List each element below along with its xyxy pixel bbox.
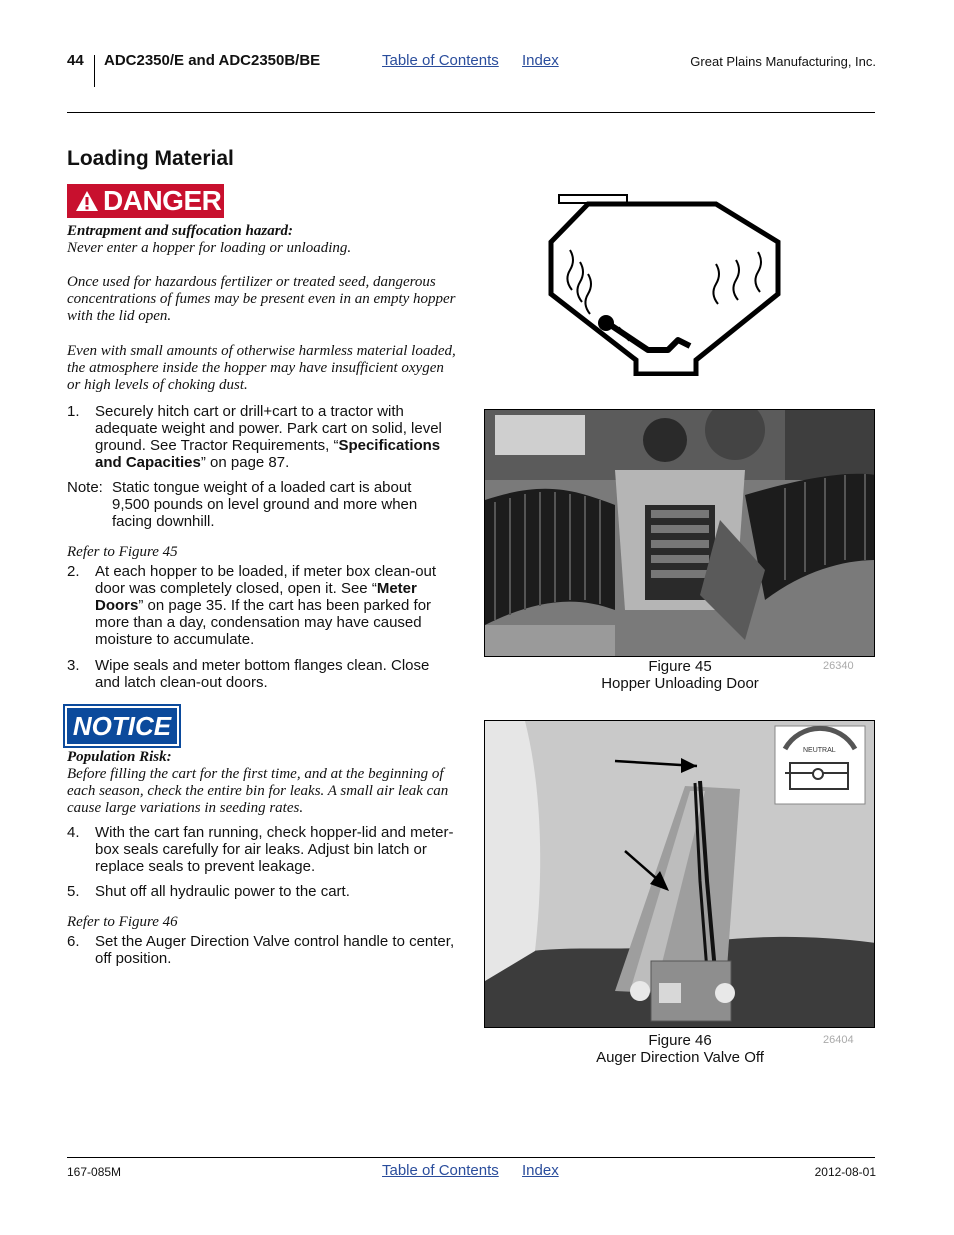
step-text: Shut off all hydraulic power to the cart.	[95, 883, 350, 900]
danger-p3: Even with small amounts of otherwise harmless material loaded, the atmosphere inside the hopper may have insufficient oxygen or high levels of choking dust.	[67, 343, 456, 393]
warning-icon	[75, 189, 99, 213]
note-body: Static tongue weight of a loaded cart is about 9,500 pounds on level ground and more when facing downhill.	[112, 479, 418, 530]
step-number: 3.	[67, 657, 80, 674]
step-5	[67, 883, 457, 900]
figure-46-id: 26404	[823, 1034, 854, 1046]
figure-45-caption: Hopper Unloading Door	[601, 675, 759, 692]
footer-rule	[67, 1157, 875, 1158]
danger-hazard: Entrapment and suffocation hazard:	[67, 223, 294, 239]
step-1	[67, 403, 457, 471]
header-rule	[67, 112, 875, 113]
ref-figure-45: Refer to Figure 45	[67, 544, 178, 560]
danger-p1: Never enter a hopper for loading or unloading.	[67, 240, 352, 256]
notice-label	[67, 708, 177, 744]
step-text: Securely hitch cart or drill+cart to a tractor with adequate weight and power. Park cart on solid, level ground. See Tractor Requirements, “	[95, 403, 442, 454]
step-bold: Meter Doors	[95, 580, 417, 614]
header-toc-link[interactable]: Table of Contents	[382, 52, 499, 69]
figure-45-photo	[484, 409, 875, 657]
figure-46-photo	[484, 720, 875, 1028]
danger-text: DANGER	[103, 185, 222, 216]
step-number: 4.	[67, 824, 80, 841]
doc-date: 2012-08-01	[814, 1165, 876, 1179]
step-text: With the cart fan running, check hopper-lid and meter-box seals carefully for air leaks. Adjust bin latch or replace seals to prevent leakage.	[95, 824, 454, 875]
hopper-hazard-illustration	[548, 190, 784, 376]
ref-figure-46: Refer to Figure 46	[67, 914, 178, 930]
footer-toc-link[interactable]: Table of Contents	[382, 1162, 499, 1179]
figure-46-caption: Auger Direction Valve Off	[596, 1049, 764, 1066]
step-2	[67, 563, 457, 648]
step-text: ” on page 35. If the cart has been parked for more than a day, condensation may have caused moisture to accumulate.	[95, 597, 432, 648]
auger-valve-photo	[485, 721, 875, 1028]
figure-46-number: Figure 46	[648, 1032, 712, 1049]
header-divider	[94, 55, 95, 87]
step-text: Wipe seals and meter bottom flanges clean. Close and latch clean-out doors.	[95, 657, 430, 691]
danger-p2: Once used for hazardous fertilizer or treated seed, dangerous concentrations of fumes may be present even in an empty hopper with the lid open.	[67, 274, 456, 324]
step-6	[67, 933, 457, 967]
step-number: 5.	[67, 883, 80, 900]
step-3	[67, 657, 457, 691]
notice-text: NOTICE	[72, 710, 172, 741]
model-title: ADC2350/E and ADC2350B/BE	[104, 52, 321, 69]
hopper-door-photo	[485, 410, 875, 657]
figure-45-number: Figure 45	[648, 658, 712, 675]
step-text: Set the Auger Direction Valve control handle to center, off position.	[95, 933, 455, 967]
step-bold: Specifications and Capacities	[95, 437, 441, 471]
figure-45-id: 26340	[823, 660, 854, 672]
danger-label	[67, 184, 224, 218]
step-number: 2.	[67, 563, 80, 580]
step-text: ” on page 87.	[200, 454, 290, 471]
valve-neutral-label: NEUTRAL	[803, 747, 836, 754]
doc-number: 167-085M	[67, 1165, 122, 1179]
step-number: 6.	[67, 933, 80, 950]
step-text: At each hopper to be loaded, if meter box clean-out door was completely closed, open it. See “	[95, 563, 437, 597]
step-number: 1.	[67, 403, 80, 420]
notice-risk: Population Risk:	[67, 749, 172, 765]
company-name: Great Plains Manufacturing, Inc.	[690, 54, 876, 69]
note-label: Note:	[67, 479, 103, 496]
section-title: Loading Material	[67, 147, 234, 170]
footer-index-link[interactable]: Index	[522, 1162, 559, 1179]
step-4	[67, 824, 457, 875]
page-number: 44	[67, 52, 84, 69]
note-text	[112, 479, 442, 530]
notice-body: Before filling the cart for the first time, and at the beginning of each season, check the entire bin for leaks. A small air leak can cause large variations in seeding rates.	[67, 766, 449, 816]
header-index-link[interactable]: Index	[522, 52, 559, 69]
